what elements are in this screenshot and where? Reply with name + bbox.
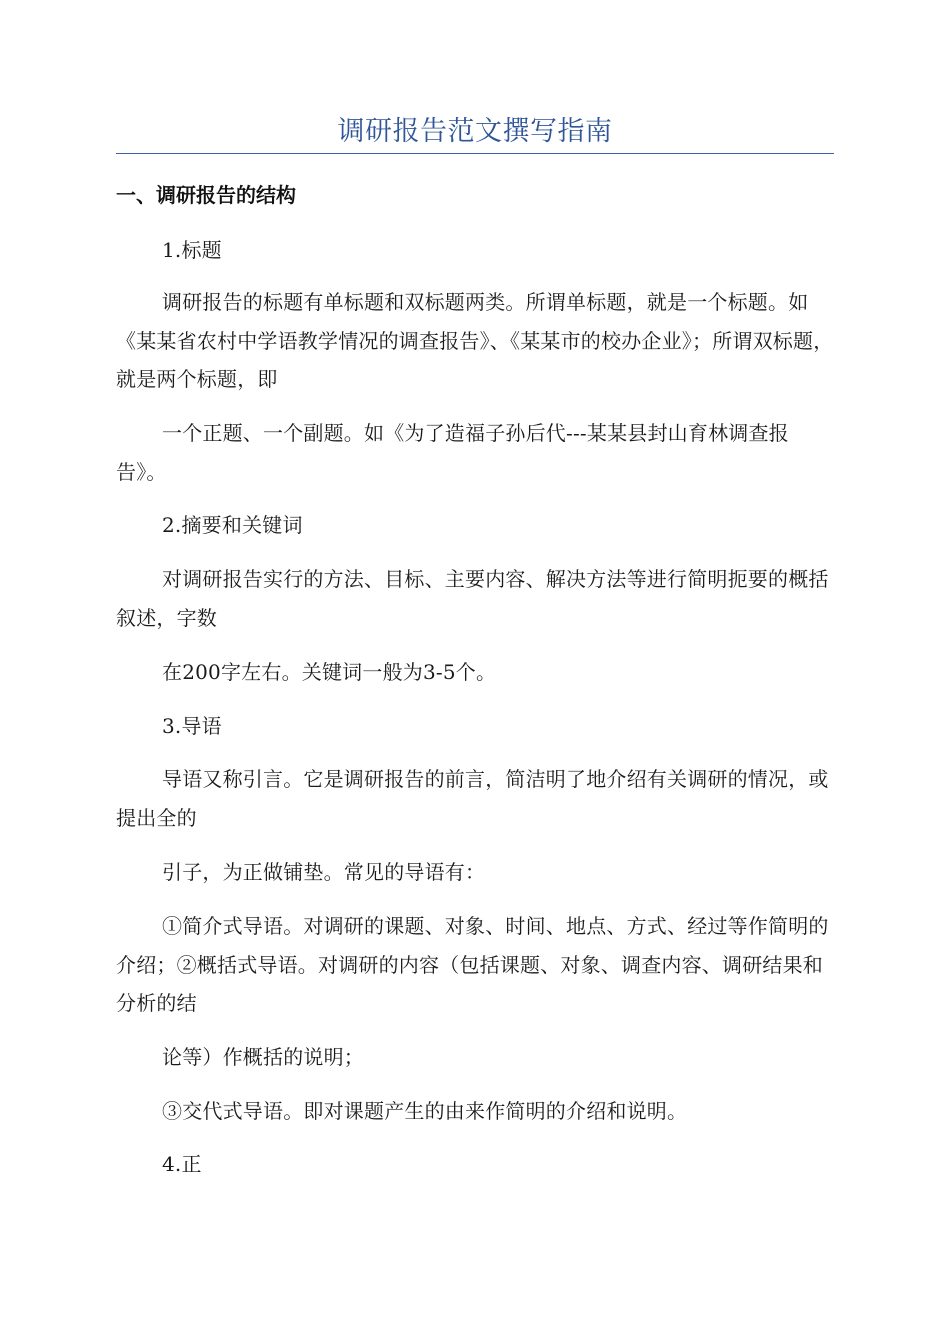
paragraph: ③交代式导语。即对课题产生的由来作简明的介绍和说明。 [162,1099,688,1123]
paragraph: 引子，为正做铺垫。常见的导语有： [162,860,486,884]
paragraph: 导语又称引言。它是调研报告的前言，简洁明了地介绍有关调研的情况，或提出全的 [116,767,829,830]
title-underline [116,153,834,154]
document-title: 调研报告范文撰写指南 [337,116,613,147]
section-heading: 一、调研报告的结构 [116,183,296,207]
paragraph: 调研报告的标题有单标题和双标题两类。所谓单标题，就是一个标题。如《某某省农村中学语教学情况的调查报告》、《某某市的校办企业》；所谓双标题，就是两个标题，即 [116,290,834,391]
paragraph: 在200字左右。关键词一般为3-5个。 [162,660,497,684]
paragraph: 论等）作概括的说明； [162,1045,364,1069]
paragraph: 对调研报告实行的方法、目标、主要内容、解决方法等进行简明扼要的概括叙述，字数 [116,567,829,630]
paragraph-subheading-abstract: 2.摘要和关键词 [162,513,303,537]
paragraph: ①简介式导语。对调研的课题、对象、时间、地点、方式、经过等作简明的介绍；②概括式导语。对调研的内容（包括课题、对象、调查内容、调研结果和分析的结 [116,914,829,1015]
paragraph-subheading-title: 1.标题 [162,238,222,262]
paragraph-subheading-intro: 3.导语 [162,714,222,738]
paragraph-subheading-body: 4.正 [162,1152,202,1176]
paragraph: 一个正题、一个副题。如《为了造福子孙后代---某某县封山育林调查报告》。 [116,421,789,484]
